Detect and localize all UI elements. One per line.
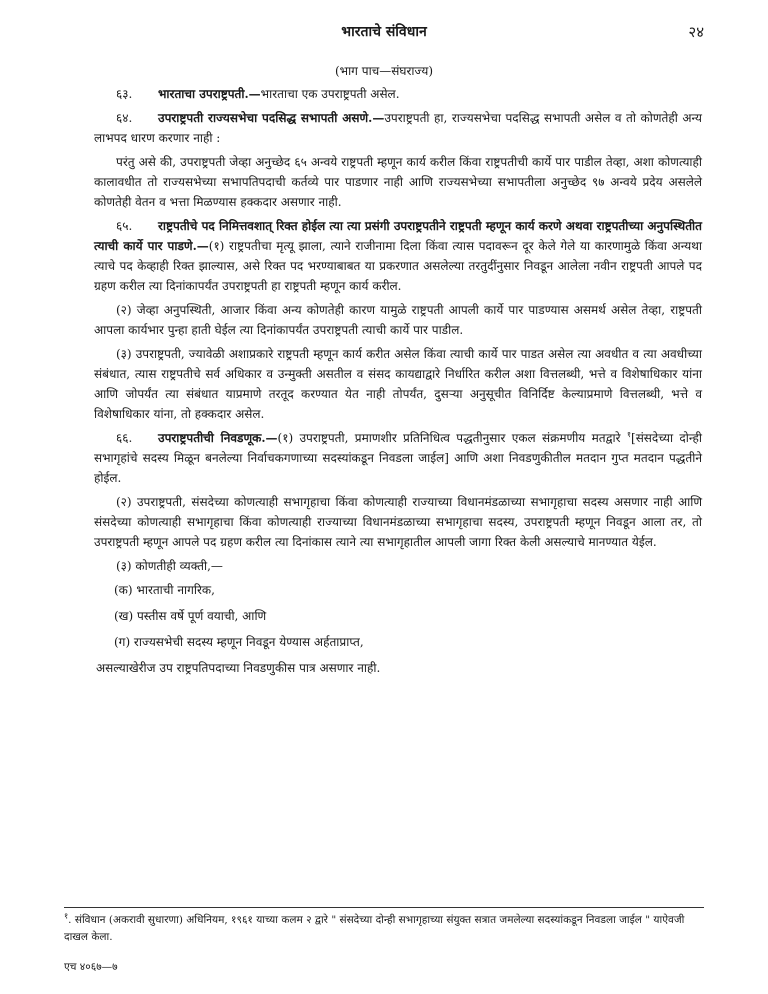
article-heading: उपराष्ट्रपती राज्यसभेचा पदसिद्ध सभापती असणे.— bbox=[158, 111, 385, 125]
article-66 bbox=[94, 428, 702, 488]
article-number: ६३. bbox=[116, 87, 133, 101]
list-item: (ग) राज्यसभेची सदस्य म्हणून निवडून येण्यास अर्हताप्राप्त, bbox=[114, 635, 364, 649]
footnote-mark: १ bbox=[64, 911, 69, 921]
footnote-text: . संविधान (अकरावी सुधारणा) अधिनियम, १९६१ याच्या कलम २ द्वारे " संसदेच्या दोन्ही सभागृहाच्या संयुक्त सत्रात जमलेल्या सदस्यांकडून निवडला जाईल " याऐवजी दाखल केला. bbox=[64, 914, 685, 943]
list-item: (ख) पस्तीस वर्षे पूर्ण वयाची, आणि bbox=[114, 609, 267, 623]
print-code: एच ४०६७—७ bbox=[64, 961, 118, 973]
article-64 bbox=[94, 108, 702, 148]
article-heading: उपराष्ट्रपतीची निवडणूक.— bbox=[158, 431, 278, 445]
article-65 bbox=[94, 216, 702, 296]
article-65-clause-3: (३) उपराष्ट्रपती, ज्यावेळी अशाप्रकारे राष्ट्रपती म्हणून कार्य करीत असेल किंवा त्याची कार्ये पार पाडत असेल त्या अवधीत व त्या अवधीच्या संबंधात, त्यास राष्ट्रपतीचे सर्व अधिकार व उन्मुक्ती असतील व संसद कायद्याद्वारे निर्धारित करील अशा वित्तलब्धी, भत्ते व विशेषाधिकार यांना आणि जोपर्यंत त्या संबंधात याप्रमाणे तरतूद करण्यात येत नाही तोपर्यंत, दुसऱ्या अनुसूचीत विनिर्दिष्ट केल्याप्रमाणे वित्तलब्धी, भत्ते व विशेषाधिकार यांना, तो हक्कदार असेल. bbox=[94, 347, 702, 421]
article-64-proviso: परंतु असे की, उपराष्ट्रपती जेव्हा अनुच्छेद ६५ अन्वये राष्ट्रपती म्हणून कार्य करील किंवा राष्ट्रपतीची कार्ये पार पाडील तेव्हा, अशा कोणत्याही कालावधीत तो राज्यसभेच्या सभापतिपदाची कर्तव्ये पार पाडणार नाही आणि राज्यसभेच्या सभापतीला अनुच्छेद ९७ अन्वये प्रदेय असलेले कोणतेही वेतन व भत्ता मिळण्यास हक्कदार असणार नाही. bbox=[94, 155, 702, 209]
article-heading: राष्ट्रपतीचे पद निमित्तवशात् रिक्त होईल त्या त्या प्रसंगी उपराष्ट्रपतीने राष्ट्रपती म्हणून कार्य करणे अथवा राष्ट्रपतीच्या अनुपस्थितीत त्याची कार्ये पार पाडणे.— bbox=[94, 219, 702, 253]
article-66-clause-3-end: असल्याखेरीज उप राष्ट्रपतिपदाच्या निवडणुकीस पात्र असणार नाही. bbox=[96, 661, 381, 675]
article-clause-1: (१) राष्ट्रपतीचा मृत्यू झाला, त्याने राजीनामा दिला किंवा त्यास पदावरून दूर केले गेले या कारणामुळे किंवा अन्यथा त्याचे पद केव्हाही रिक्त झाल्यास, असे रिक्त पद भरण्याबाबत या प्रकरणात असलेल्या तरतुदींनुसार निवडून आलेला नवीन राष्ट्रपती आपले पद ग्रहण करील त्या दिनांकापर्यंत उपराष्ट्रपती हा राष्ट्रपती म्हणून कार्य करील. bbox=[94, 239, 702, 293]
article-number: ६४. bbox=[116, 111, 133, 125]
article-clause-1-amended: [संसदेच्या दोन्ही सभागृहांचे सदस्य मिळून बनलेल्या निर्वाचकगणाच्या सदस्यांकडून निवडला जाईल] आणि अशा निवडणुकीतील मतदान गुप्त मतदान पद्धतीने होईल. bbox=[94, 431, 702, 485]
list-item: (क) भारताची नागरिक, bbox=[114, 583, 215, 597]
eligibility-list bbox=[94, 580, 702, 678]
article-65-clause-2: (२) जेव्हा अनुपस्थिती, आजार किंवा अन्य कोणतेही कारण यामुळे राष्ट्रपती आपली कार्ये पार पाडण्यास असमर्थ असेल तेव्हा, राष्ट्रपती आपला कार्यभार पुन्हा हाती घेईल त्या दिनांकापर्यंत उपराष्ट्रपती त्याची कार्ये पार पाडील. bbox=[94, 303, 702, 337]
part-label: (भाग पाच—संघराज्य) bbox=[334, 64, 434, 78]
article-text: भारताचा एक उपराष्ट्रपती असेल. bbox=[260, 87, 400, 101]
article-number: ६६. bbox=[116, 431, 133, 445]
page-title: भारताचे संविधान bbox=[341, 24, 427, 40]
article-66-clause-3-intro: (३) कोणतीही व्यक्ती,— bbox=[116, 559, 223, 573]
footnote-reference[interactable]: १ bbox=[626, 430, 632, 439]
article-66-clause-2: (२) उपराष्ट्रपती, संसदेच्या कोणत्याही सभागृहाचा किंवा कोणत्याही राज्याच्या विधानमंडळाच्या सभागृहाचा सदस्य असणार नाही आणि संसदेच्या कोणत्याही सभागृहाचा किंवा कोणत्याही राज्याच्या विधानमंडळाच्या सभागृहाचा सदस्य, उपराष्ट्रपती म्हणून निवडून आला तर, तो उपराष्ट्रपती म्हणून आपले पद ग्रहण करील त्या दिनांकास त्याने त्या सभागृहातील आपली जागा रिक्त केली असल्याचे मानण्यात येईल. bbox=[94, 495, 702, 549]
page-number: २४ bbox=[688, 23, 704, 41]
footnote bbox=[64, 912, 704, 946]
article-text: उपराष्ट्रपती हा, राज्यसभेचा पदसिद्ध सभापती असेल व तो कोणतेही अन्य लाभपद धारण करणार नाही : bbox=[94, 111, 702, 145]
page-header bbox=[60, 22, 708, 42]
article-number: ६५. bbox=[116, 219, 133, 233]
footnote-divider bbox=[64, 907, 704, 908]
article-clause-1: (१) उपराष्ट्रपती, प्रमाणशीर प्रतिनिधित्व पद्धतीनुसार एकल संक्रमणीय मतद्वारे bbox=[277, 431, 621, 445]
article-heading: भारताचा उपराष्ट्रपती.— bbox=[158, 87, 261, 101]
document-body bbox=[94, 84, 702, 684]
article-63 bbox=[94, 84, 702, 104]
